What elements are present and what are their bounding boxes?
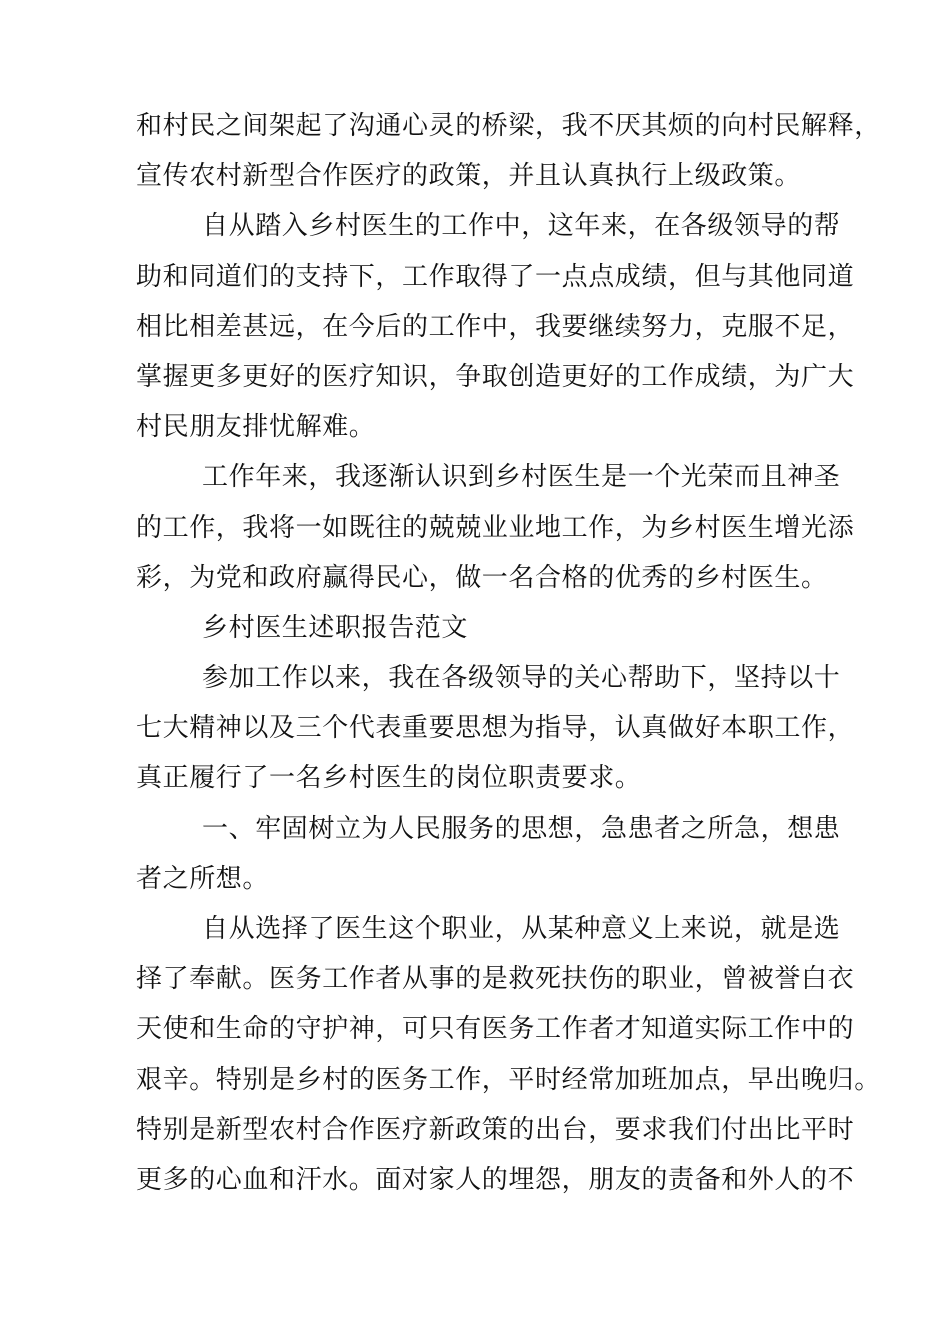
text-line: 更多的心血和汗水。面对家人的埋怨，朋友的责备和外人的不 <box>136 1164 855 1195</box>
text-line: 择了奉献。医务工作者从事的是救死扶伤的职业，曾被誉白衣 <box>136 964 855 995</box>
text-line: 相比相差甚远，在今后的工作中，我要继续努力，克服不足， <box>136 311 855 342</box>
text-line: 七大精神以及三个代表重要思想为指导，认真做好本职工作， <box>136 713 855 744</box>
text-line: 自从选择了医生这个职业，从某种意义上来说，就是选 <box>202 914 841 944</box>
section-heading: 乡村医生述职报告范文 <box>202 612 469 643</box>
text-line: 艰辛。特别是乡村的医务工作，平时经常加班加点，早出晚归。 <box>136 1064 881 1095</box>
document-body <box>136 101 881 1205</box>
text-line: 掌握更多更好的医疗知识，争取创造更好的工作成绩，为广大 <box>136 361 855 392</box>
text-line: 天使和生命的守护神，可只有医务工作者才知道实际工作中的 <box>136 1014 855 1045</box>
text-line: 的工作，我将一如既往的兢兢业业地工作，为乡村医生增光添 <box>136 512 855 543</box>
text-line: 一、牢固树立为人民服务的思想，急患者之所急，想患 <box>202 813 841 844</box>
text-line: 工作年来，我逐渐认识到乡村医生是一个光荣而且神圣 <box>202 462 841 493</box>
text-line: 特别是新型农村合作医疗新政策的出台，要求我们付出比平时 <box>136 1114 855 1145</box>
text-line: 和村民之间架起了沟通心灵的桥梁，我不厌其烦的向村民解释， <box>136 111 881 141</box>
text-line: 村民朋友排忧解难。 <box>136 412 376 443</box>
text-line: 参加工作以来，我在各级领导的关心帮助下，坚持以十 <box>202 663 841 694</box>
text-line: 彩，为党和政府赢得民心，做一名合格的优秀的乡村医生。 <box>136 562 828 593</box>
text-line: 自从踏入乡村医生的工作中，这年来，在各级领导的帮 <box>202 211 841 242</box>
text-line: 助和同道们的支持下，工作取得了一点点成绩，但与其他同道 <box>136 261 855 292</box>
text-line: 宣传农村新型合作医疗的政策，并且认真执行上级政策。 <box>136 161 802 192</box>
text-line: 者之所想。 <box>136 863 270 894</box>
text-line: 真正履行了一名乡村医生的岗位职责要求。 <box>136 763 642 794</box>
